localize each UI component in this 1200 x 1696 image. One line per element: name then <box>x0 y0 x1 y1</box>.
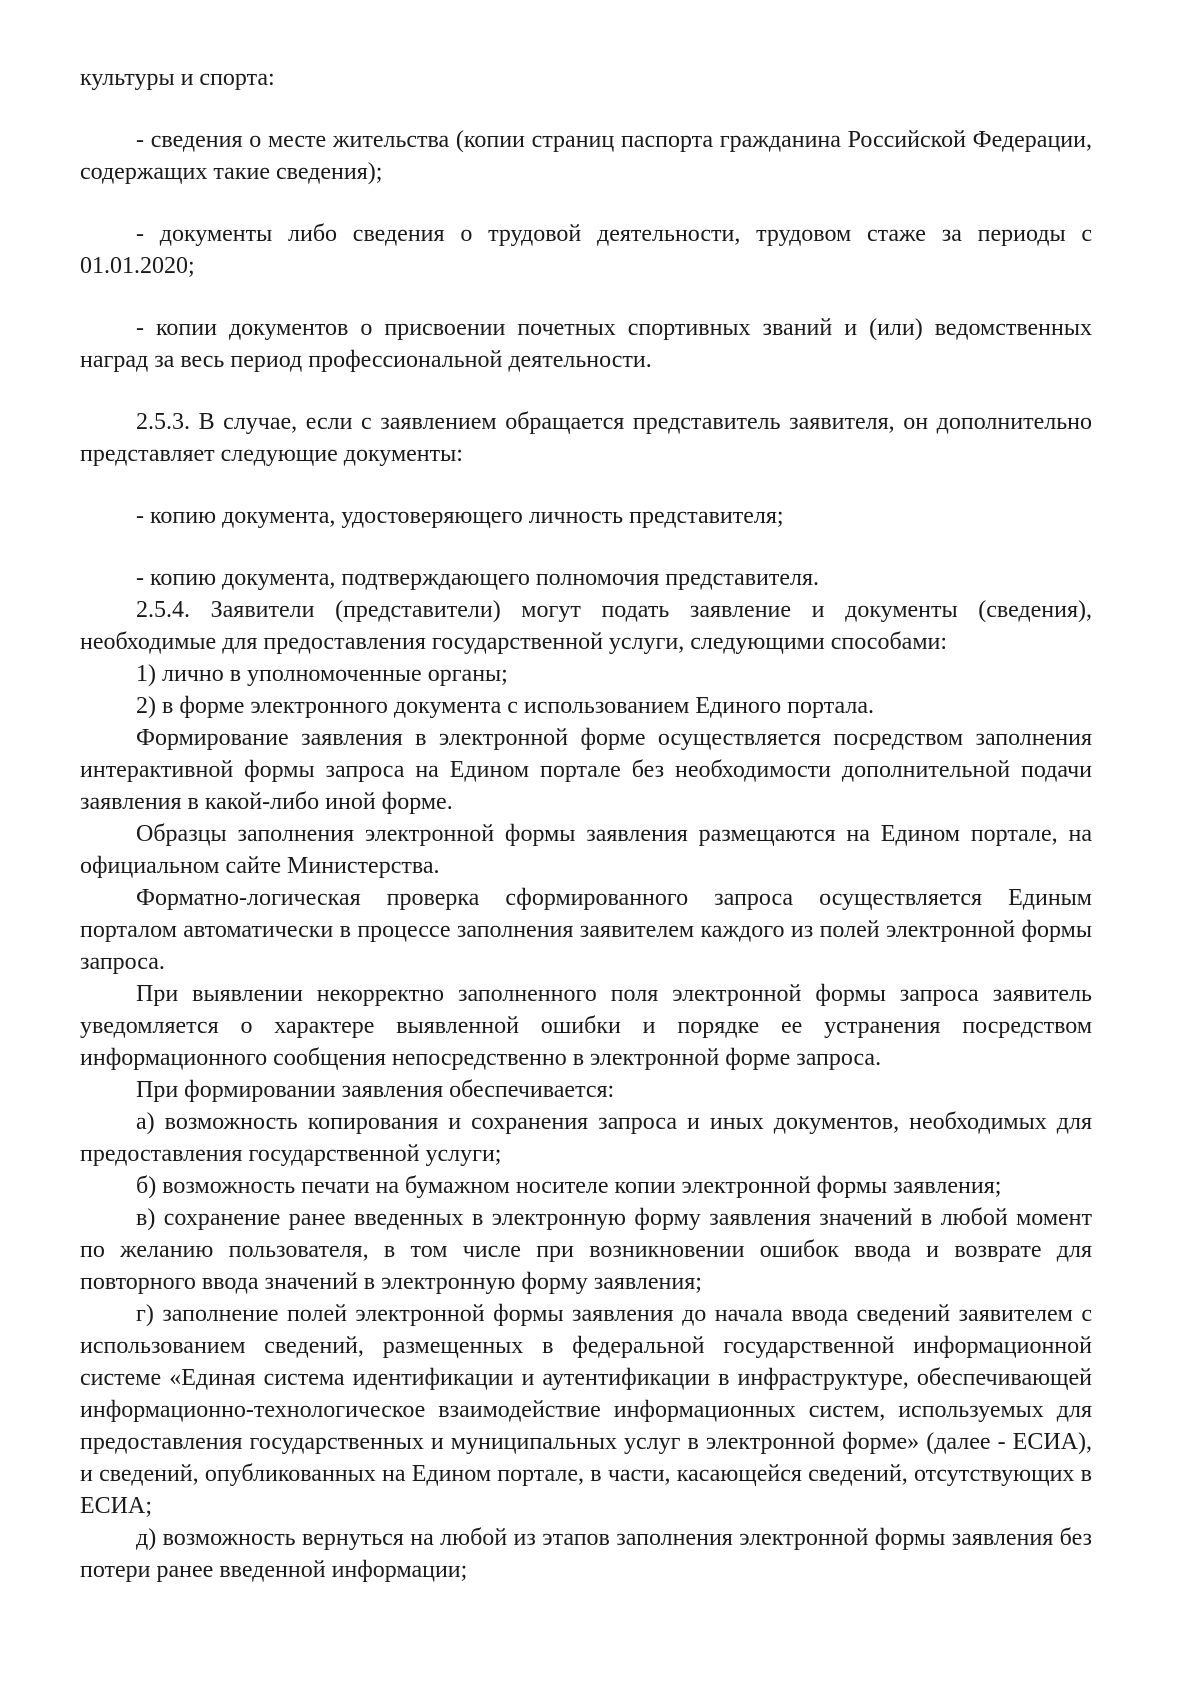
paragraph-samples: Образцы заполнения электронной формы заявления размещаются на Едином портале, на официальном сайте Министерства. <box>80 821 1092 879</box>
paragraph-2-5-4: 2.5.4. Заявители (представители) могут подать заявление и документы (сведения), необходимые для предоставления государственной услуги, следующими способами: <box>80 597 1092 655</box>
paragraph-electronic-form: Формирование заявления в электронной форме осуществляется посредством заполнения интерактивной формы запроса на Едином портале без необходимости дополнительной подачи заявления в какой-либо иной форме. <box>80 725 1092 815</box>
paragraph-method-2: 2) в форме электронного документа с использованием Единого портала. <box>136 693 874 719</box>
paragraph-item-a: а) возможность копирования и сохранения запроса и иных документов, необходимых для предоставления государственной услуги; <box>80 1109 1092 1167</box>
paragraph-method-1: 1) лично в уполномоченные органы; <box>136 661 508 687</box>
paragraph-representative-id: - копию документа, удостоверяющего личность представителя; <box>136 503 784 529</box>
paragraph-item-g: г) заполнение полей электронной формы заявления до начала ввода сведений заявителем с использованием сведений, размещенных в федеральной государственной информационной системе «Единая система идентификации и аутентификации в инфраструктуре, обеспечивающей информационно-технологическое взаимодействие информационных систем, используемых для предоставления государственных и муниципальных услуг в электронной форме» (далее - ЕСИА), и сведений, опубликованных на Едином портале, в части, касающейся сведений, отсутствующих в ЕСИА; <box>80 1301 1092 1519</box>
paragraph-2-5-3: 2.5.3. В случае, если с заявлением обращается представитель заявителя, он дополнительно представляет следующие документы: <box>80 409 1092 467</box>
paragraph-sport-titles: - копии документов о присвоении почетных спортивных званий и (или) ведомственных наград за весь период профессиональной деятельности. <box>80 315 1092 373</box>
paragraph-item-v: в) сохранение ранее введенных в электронную форму заявления значений в любой момент по желанию пользователя, в том числе при возникновении ошибок ввода и возврате для повторного ввода значений в электронную форму заявления; <box>80 1205 1092 1295</box>
document-body <box>80 62 1092 1586</box>
paragraph-format-check: Форматно-логическая проверка сформированного запроса осуществляется Единым порталом автоматически в процессе заполнения заявителем каждого из полей электронной формы запроса. <box>80 885 1092 975</box>
paragraph-error-notice: При выявлении некорректно заполненного поля электронной формы запроса заявитель уведомляется о характере выявленной ошибки и порядке ее устранения посредством информационного сообщения непосредственно в электронной форме запроса. <box>80 981 1092 1071</box>
paragraph-residence-info: - сведения о месте жительства (копии страниц паспорта гражданина Российской Федерации, содержащих такие сведения); <box>80 127 1092 185</box>
paragraph-item-b: б) возможность печати на бумажном носителе копии электронной формы заявления; <box>136 1173 1002 1199</box>
paragraph-labor-info: - документы либо сведения о трудовой деятельности, трудовом стаже за периоды с 01.01.2020; <box>80 221 1092 279</box>
paragraph-representative-authority: - копию документа, подтверждающего полномочия представителя. <box>136 565 820 591</box>
paragraph-item-d: д) возможность вернуться на любой из этапов заполнения электронной формы заявления без потери ранее введенной информации; <box>80 1525 1092 1583</box>
paragraph-provided: При формировании заявления обеспечивается: <box>136 1077 615 1103</box>
paragraph-continuation: культуры и спорта: <box>80 65 275 91</box>
